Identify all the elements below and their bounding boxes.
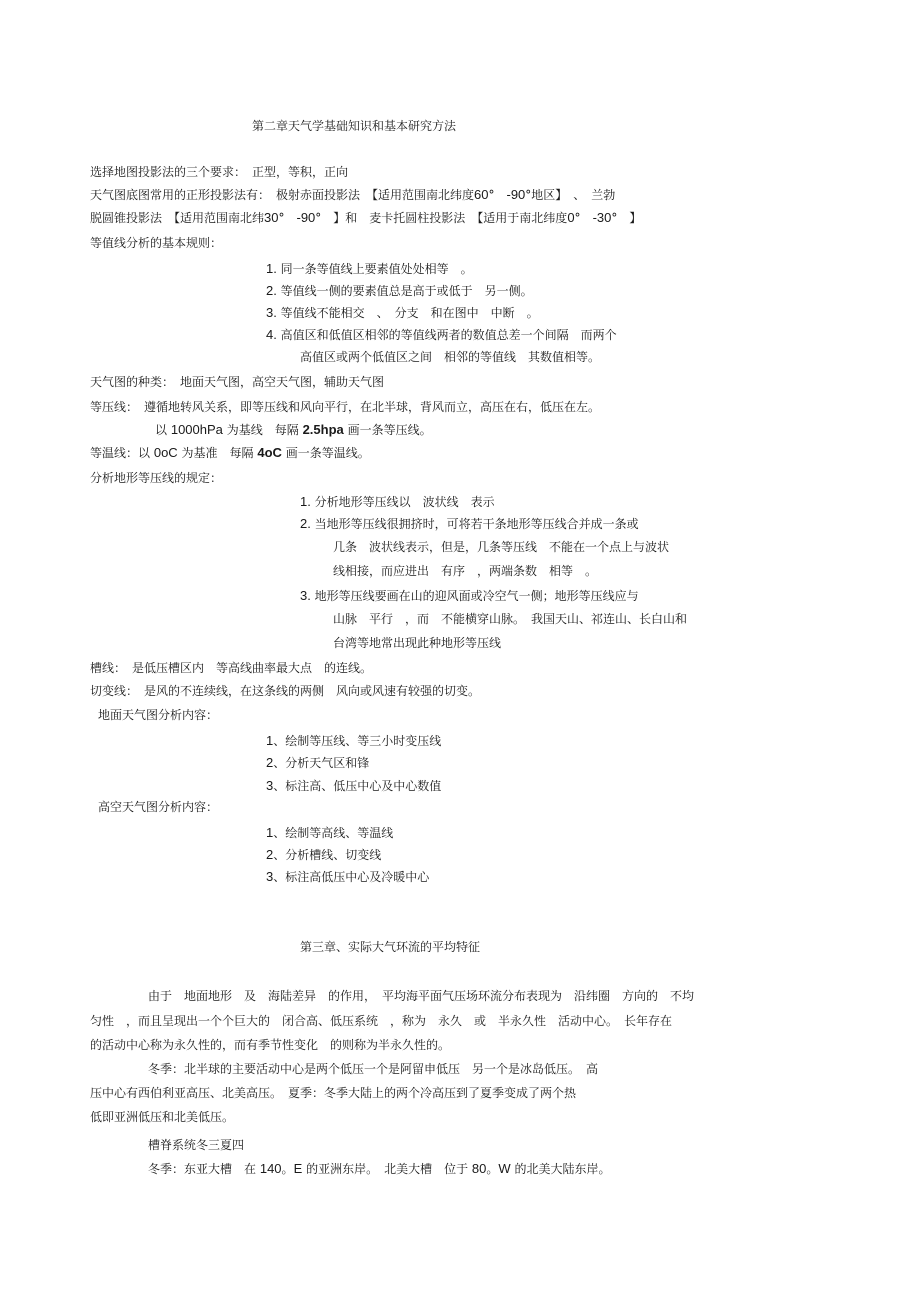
list-number: 2. — [266, 283, 277, 298]
text: 。 — [486, 1162, 499, 1176]
list-number: 3. — [300, 588, 311, 603]
surface-item-3 — [266, 778, 441, 794]
text: 、绘制等压线、等三小时变压线 — [273, 734, 442, 748]
text: 、标注高、低压中心及中心数值 — [273, 779, 442, 793]
text: 的北美大陆东岸。 — [514, 1162, 611, 1176]
ch3-paragraph-1-line-3: 的活动中心称为永久性的，而有季节性变化 的则称为半永久性的。 — [90, 1038, 451, 1052]
number: 2.5hpa — [302, 422, 344, 437]
list-number: 2 — [266, 847, 274, 862]
number: 4oC — [257, 445, 282, 460]
terrain-rule-2 — [300, 516, 639, 532]
text: 当地形等压线很拥挤时，可将若干条地形等压线合并成一条或 — [314, 517, 639, 531]
text: ° — [574, 211, 593, 225]
terrain-rule-2-cont-1: 几条 波状线表示，但是，几条等压线 不能在一个点上与波状 — [333, 540, 670, 554]
number: -30 — [592, 210, 612, 225]
text: 画一条等压线。 — [347, 423, 432, 437]
isoline-rules-heading: 等值线分析的基本规则： — [90, 236, 223, 250]
projection-methods-line-2 — [90, 210, 641, 226]
weather-map-types: 天气图的种类： 地面天气图，高空天气图，辅助天气图 — [90, 375, 385, 389]
text: ° — [488, 188, 507, 202]
surface-map-heading: 地面天气图分析内容： — [98, 708, 219, 722]
upper-item-1 — [266, 825, 393, 841]
list-number: 3 — [266, 778, 274, 793]
text: 等值线不能相交 、 分支 和在图中 中断 。 — [280, 306, 539, 320]
terrain-rule-3-cont-1: 山脉 平行 ，而 不能横穿山脉。 我国天山、祁连山、长白山和 — [333, 612, 688, 626]
list-number: 4. — [266, 327, 277, 342]
number: W — [498, 1161, 511, 1176]
number: E — [293, 1161, 303, 1176]
text: ° — [278, 211, 297, 225]
text: 分析地形等压线以 波状线 表示 — [314, 495, 495, 509]
text: ° 】 — [611, 211, 642, 225]
list-number: 3. — [266, 305, 277, 320]
text: 。 — [281, 1162, 294, 1176]
text: 等温线：以 — [90, 446, 151, 460]
number: 140 — [259, 1161, 282, 1176]
text: 同一条等值线上要素值处处相等 。 — [280, 262, 473, 276]
text: 以 — [155, 423, 168, 437]
list-number: 1. — [300, 494, 311, 509]
terrain-rule-3-cont-2: 台湾等地常出现此种地形等压线 — [333, 636, 502, 650]
text: 地形等压线要画在山的迎风面或冷空气一侧；地形等压线应与 — [314, 589, 639, 603]
isobar-interval — [155, 422, 432, 438]
text: 为基线 每隔 — [226, 423, 299, 437]
number: 0 — [567, 210, 575, 225]
ch3-paragraph-2-line-1: 冬季：北半球的主要活动中心是两个低压一个是阿留申低压 另一个是冰岛低压。 高 — [148, 1062, 599, 1076]
text: 、分析天气区和锋 — [273, 756, 370, 770]
number: 30 — [264, 210, 279, 225]
chapter-3-title: 第三章、实际大气环流的平均特征 — [300, 940, 481, 954]
list-number: 3 — [266, 869, 274, 884]
upper-map-heading: 高空天气图分析内容： — [98, 800, 219, 814]
text: 为基准 每隔 — [181, 446, 254, 460]
number: 60 — [474, 187, 489, 202]
text: 、绘制等高线、等温线 — [273, 826, 394, 840]
upper-item-2 — [266, 847, 381, 863]
text: °地区】 、 兰勃 — [525, 188, 616, 202]
number: 1000hPa — [170, 422, 223, 437]
isotherm-interval — [90, 445, 370, 461]
shear-line-definition: 切变线： 是风的不连续线，在这条线的两侧 风向或风速有较强的切变。 — [90, 684, 481, 698]
terrain-isobar-heading: 分析地形等压线的规定： — [90, 471, 223, 485]
isoline-rule-4-cont: 高值区或两个低值区之间 相邻的等值线 其数值相等。 — [300, 350, 601, 364]
ch3-paragraph-1-line-2: 匀性 ，而且呈现出一个个巨大的 闭合高、低压系统 ，称为 永久 或 半永久性 活动中心。 长年存在 — [90, 1014, 673, 1028]
text: 天气图底图常用的正形投影法有： 极射赤面投影法 【适用范围南北纬度 — [90, 188, 475, 202]
ch3-paragraph-1-line-1: 由于 地面地形 及 海陆差异 的作用， 平均海平面气压场环流分布表现为 沿纬圈 方向的 不均 — [148, 989, 695, 1003]
list-number: 2. — [300, 516, 311, 531]
list-number: 1. — [266, 261, 277, 276]
terrain-rule-3 — [300, 588, 639, 604]
list-number: 1 — [266, 825, 274, 840]
chapter-2-title: 第二章天气学基础知识和基本研究方法 — [252, 119, 457, 133]
text: 高值区和低值区相邻的等值线两者的数值总差一个间隔 而两个 — [280, 328, 617, 342]
number: -90 — [506, 187, 526, 202]
isoline-rule-1 — [266, 261, 473, 277]
surface-item-2 — [266, 755, 369, 771]
ch3-paragraph-2-line-3: 低即亚洲低压和北美低压。 — [90, 1110, 235, 1124]
ch3-winter-troughs — [148, 1161, 611, 1177]
projection-methods-line-1 — [90, 187, 615, 203]
upper-item-3 — [266, 869, 429, 885]
terrain-rule-2-cont-2: 线相接，而应进出 有序 ，两端条数 相等 。 — [333, 564, 598, 578]
trough-line-definition: 槽线： 是低压槽区内 等高线曲率最大点 的连线。 — [90, 661, 373, 675]
projection-requirements: 选择地图投影法的三个要求： 正型，等积，正向 — [90, 165, 349, 179]
text: 的亚洲东岸。 北美大槽 位于 — [306, 1162, 469, 1176]
number: 0oC — [153, 445, 178, 460]
surface-item-1 — [266, 733, 441, 749]
isoline-rule-3 — [266, 305, 539, 321]
terrain-rule-1 — [300, 494, 495, 510]
number: -90 — [296, 210, 316, 225]
list-number: 2 — [266, 755, 274, 770]
ch3-paragraph-2-line-2: 压中心有西伯利亚高压、北美高压。 夏季：冬季大陆上的两个冷高压到了夏季变成了两个热 — [90, 1086, 577, 1100]
ch3-trough-ridge: 槽脊系统冬三夏四 — [148, 1138, 245, 1152]
text: 脱圆锥投影法 【适用范围南北纬 — [90, 211, 265, 225]
text: ° 】和 麦卡托圆柱投影法 【适用于南北纬度 — [315, 211, 568, 225]
number: 80 — [471, 1161, 487, 1176]
isobar-definition: 等压线： 遵循地转风关系，即等压线和风向平行，在北半球，背风而立，高压在右，低压在左。 — [90, 400, 601, 414]
isoline-rule-4 — [266, 327, 617, 343]
text: 、分析槽线、切变线 — [273, 848, 382, 862]
text: 、标注高低压中心及冷暖中心 — [273, 870, 430, 884]
isoline-rule-2 — [266, 283, 533, 299]
list-number: 1 — [266, 733, 274, 748]
text: 等值线一侧的要素值总是高于或低于 另一侧。 — [280, 284, 533, 298]
text: 画一条等温线。 — [285, 446, 370, 460]
text: 冬季：东亚大槽 在 — [148, 1162, 257, 1176]
